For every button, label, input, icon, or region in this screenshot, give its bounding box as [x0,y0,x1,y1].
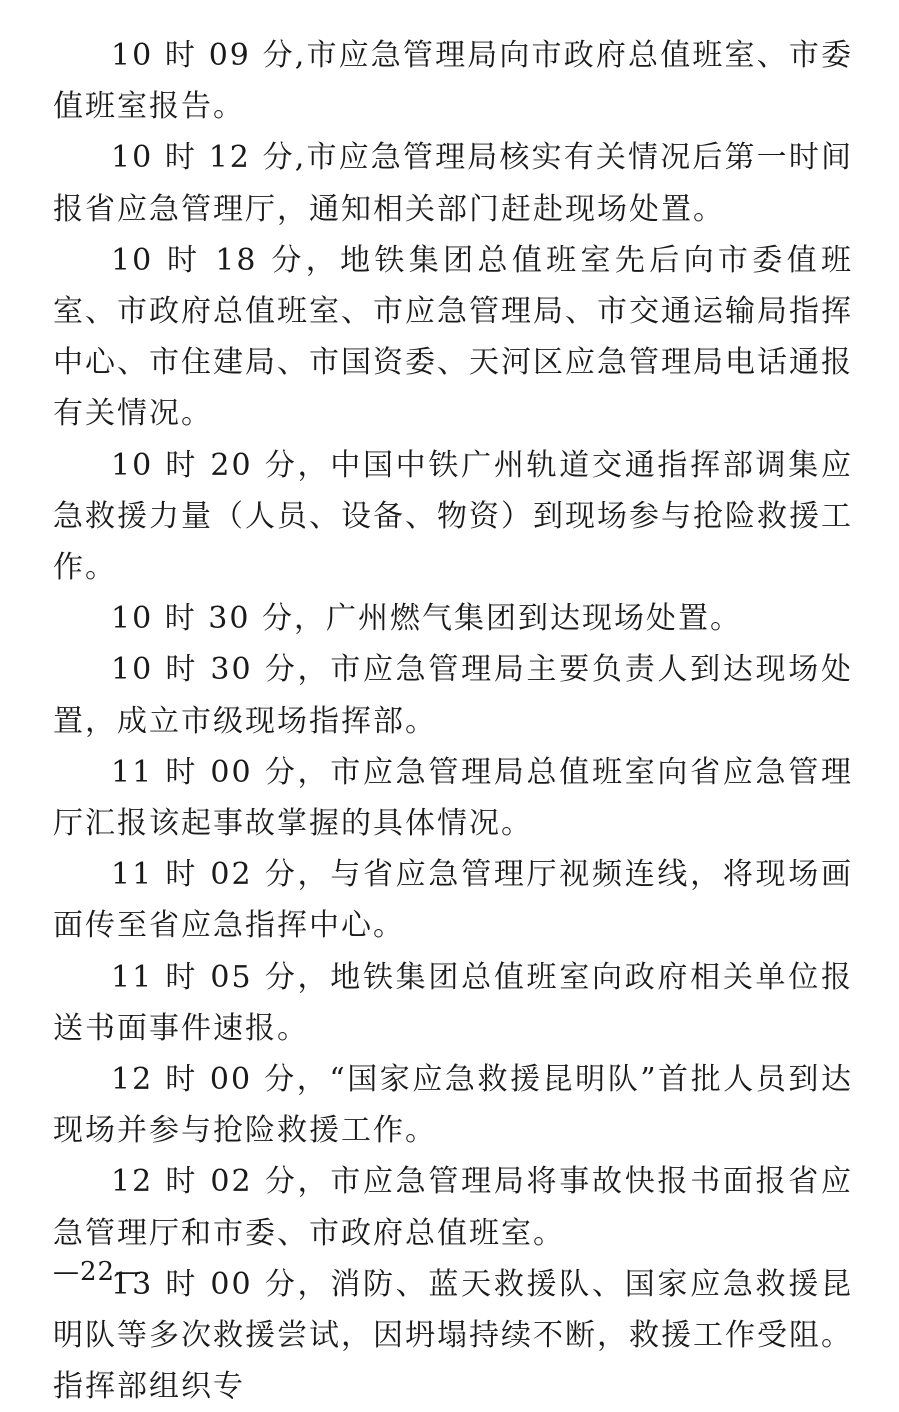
paragraph-7: 11 时 00 分，市应急管理局总值班室向省应急管理厅汇报该起事故掌握的具体情况。 [53,754,853,842]
page-number: —22— [53,1257,143,1287]
paragraph-1: 10 时 09 分,市应急管理局向市政府总值班室、市委值班室报告。 [53,38,853,125]
paragraph-6: 10 时 30 分，市应急管理局主要负责人到达现场处置，成立市级现场指挥部。 [53,652,853,739]
paragraph-9: 11 时 05 分，地铁集团总值班室向政府相关单位报送书面事件速报。 [53,959,853,1046]
paragraph-2: 10 时 12 分,市应急管理局核实有关情况后第一时间报省应急管理厅，通知相关部门赶赴现场处置。 [53,140,853,227]
paragraph-5: 10 时 30 分，广州燃气集团到达现场处置。 [111,601,742,637]
paragraph-8: 11 时 02 分，与省应急管理厅视频连线，将现场画面传至省应急指挥中心。 [53,857,853,944]
paragraph-12: 13 时 00 分，消防、蓝天救援队、国家应急救援昆明队等多次救援尝试，因坍塌持续不断，救援工作受阻。指挥部组织专 [53,1266,853,1405]
paragraph-4: 10 时 20 分，中国中铁广州轨道交通指挥部调集应急救援力量（人员、设备、物资）到现场参与抢险救援工作。 [53,447,853,586]
paragraph-3: 10 时 18 分，地铁集团总值班室先后向市委值班室、市政府总值班室、市应急管理局、市交通运输局指挥中心、市住建局、市国资委、天河区应急管理局电话通报有关情况。 [53,242,853,432]
paragraph-10: 12 时 00 分，“国家应急救援昆明队”首批人员到达现场并参与抢险救援工作。 [53,1062,853,1149]
body-text [53,30,853,1412]
paragraph-11: 12 时 02 分，市应急管理局将事故快报书面报省应急管理厅和市委、市政府总值班室。 [53,1164,853,1251]
